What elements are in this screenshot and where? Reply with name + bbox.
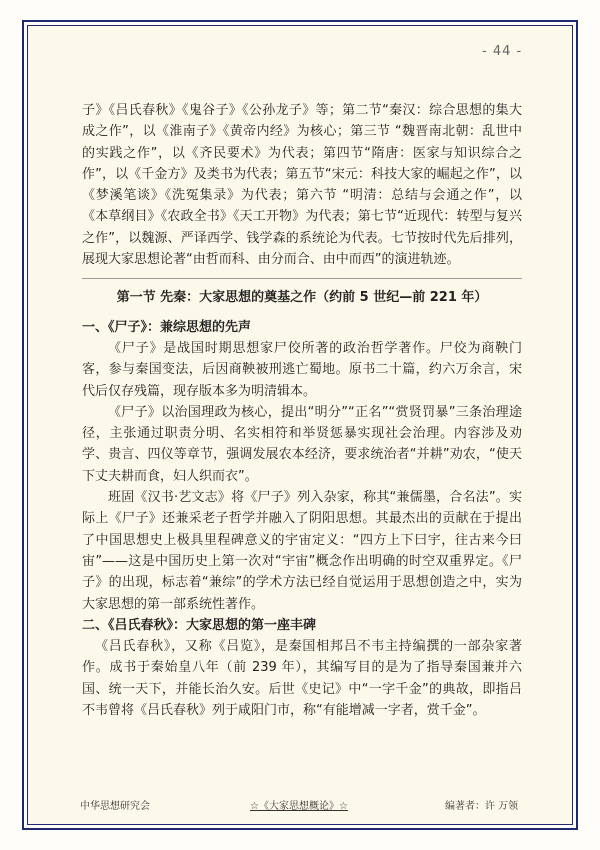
paragraph: 班固《汉书·艺文志》将《尸子》列入杂家，称其“兼儒墨，合名法”。实际上《尸子》还兼采老子哲学并融入了阴阳思想。其最杰出的贡献在于提出了中国思想史上极具里程碑意义的宇宙定义：“四方上下曰宇，往古来今曰宙”——这是中国历史上第一次对“宇宙”概念作出明确的时空双重界定。《尸子》的出现，标志着“兼综”的学术方法已经自觉运用于思想创造之中，实为大家思想的第一部系统性著作。 [82, 490, 522, 612]
subsection-title-1: 一、《尸子》：兼综思想的先声 [82, 319, 252, 335]
page-content [82, 100, 522, 721]
page-number: - 44 - [482, 44, 523, 59]
footer-author: 编著者：许 万领 [445, 801, 519, 812]
intro-paragraph: 子》《吕氏春秋》《鬼谷子》《公孙龙子》等；第二节“秦汉：综合思想的集大成之作”，以《淮南子》《黄帝内经》为核心；第三节 “魏晋南北朝：乱世中的实践之作”，以《齐民要术》为代表；第四节“隋唐：医家与知识综合之作”，以《千金方》及类书为代表；第五节“宋元：科技大家的崛起之作”，以《梦溪笔谈》《洗冤集录》为代表；第六节 “明清：总结与会通之作”，以《本草纲目》《农政全书》《天工开物》为代表；第七节“近现代：转型与复兴之作”，以魏源、严译西学、钱学森的系统论为代表。七节按时代先后排列，展现大家思想论著“由哲而科、由分而合、由中而西”的演进轨迹。 [82, 103, 522, 268]
subsection-title-2: 二、《吕氏春秋》：大家思想的第一座丰碑 [82, 617, 317, 633]
paragraph: 《吕氏春秋》，又称《吕览》，是秦国相邦吕不韦主持编撰的一部杂家著作。成书于秦始皇八年（前 239 年），其编写目的是为了指导秦国兼并六国、统一天下，并能长治久安。后世《史记》中“一字千金”的典故，即指吕不韦曾将《吕氏春秋》列于咸阳门市，称“有能增减一字者，赏千金”。 [82, 639, 522, 719]
footer-book-title: ☆《大家思想概论》☆ [250, 801, 348, 812]
divider [82, 278, 522, 279]
section-title: 第一节 先秦：大家思想的奠基之作（约前 5 世纪—前 221 年） [116, 290, 488, 306]
paragraph: 《尸子》以治国理政为核心，提出“明分”“正名”“赏贤罚暴”三条治理途径，主张通过职责分明、名实相符和举贤惩暴实现社会治理。内容涉及劝学、贵言、四仪等章节，强调发展农本经济，要求统治者“并耕”劝农，“使天下丈夫耕而食，妇人织而衣”。 [82, 404, 522, 484]
paragraph: 《尸子》是战国时期思想家尸佼所著的政治哲学著作。尸佼为商鞅门客，参与秦国变法，后因商鞅被刑逃亡蜀地。原书二十篇，约六万余言，宋代后仅存残篇，现存版本多为明清辑本。 [82, 340, 522, 399]
footer-organization: 中华思想研究会 [80, 801, 150, 812]
